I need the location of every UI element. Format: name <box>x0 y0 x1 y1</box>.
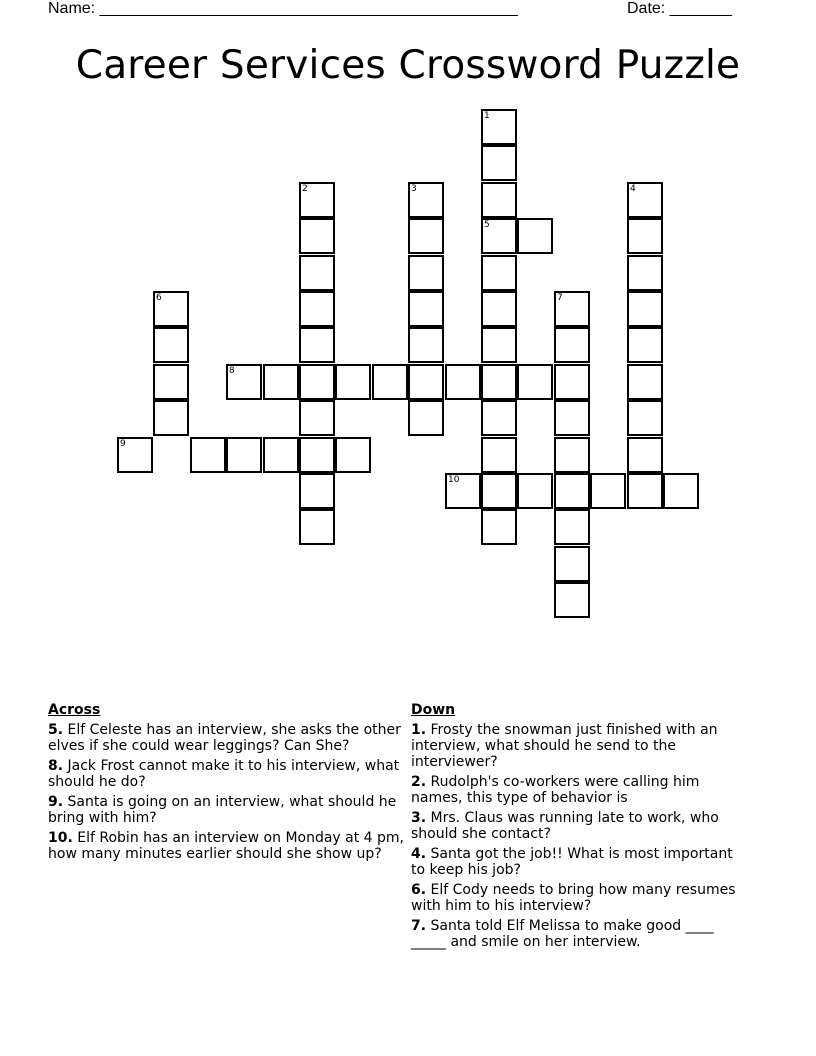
crossword-cell[interactable] <box>554 473 590 509</box>
crossword-cell[interactable] <box>554 582 590 618</box>
crossword-cell[interactable] <box>226 364 262 400</box>
down-clue-4 <box>411 846 751 878</box>
clue-text: Santa is going on an interview, what should he bring with him? <box>48 794 397 826</box>
crossword-cell[interactable] <box>408 218 444 254</box>
clue-number: 6. <box>411 882 427 898</box>
crossword-cell[interactable] <box>663 473 699 509</box>
crossword-cell[interactable] <box>299 218 335 254</box>
crossword-cell[interactable] <box>408 400 444 436</box>
crossword-cell[interactable] <box>554 291 590 327</box>
clue-number: 8. <box>48 758 64 774</box>
across-heading: Across <box>48 702 101 718</box>
crossword-cell[interactable] <box>481 109 517 145</box>
crossword-cell[interactable] <box>627 473 663 509</box>
crossword-cell[interactable] <box>481 182 517 218</box>
crossword-cell[interactable] <box>517 364 553 400</box>
crossword-cell[interactable] <box>335 437 371 473</box>
crossword-cell[interactable] <box>590 473 626 509</box>
crossword-cell[interactable] <box>445 364 481 400</box>
crossword-cell[interactable] <box>517 473 553 509</box>
name-line: Name: _______________________________________________ <box>48 0 518 17</box>
crossword-cell[interactable] <box>408 255 444 291</box>
crossword-cell[interactable] <box>153 364 189 400</box>
crossword-cell[interactable] <box>299 509 335 545</box>
crossword-cell[interactable] <box>554 327 590 363</box>
clue-number: 2. <box>411 774 427 790</box>
crossword-cell[interactable] <box>335 364 371 400</box>
crossword-cell[interactable] <box>226 437 262 473</box>
clue-text: Mrs. Claus was running late to work, who should she contact? <box>411 810 719 842</box>
down-clue-2 <box>411 774 751 806</box>
clue-text: Jack Frost cannot make it to his interview, what should he do? <box>48 758 400 790</box>
crossword-cell[interactable] <box>408 291 444 327</box>
crossword-cell[interactable] <box>554 364 590 400</box>
crossword-cell[interactable] <box>153 291 189 327</box>
crossword-cell[interactable] <box>554 400 590 436</box>
crossword-cell[interactable] <box>372 364 408 400</box>
crossword-cell[interactable] <box>481 291 517 327</box>
crossword-cell[interactable] <box>627 400 663 436</box>
cell-number: 1 <box>484 111 490 121</box>
down-clues <box>411 702 751 954</box>
crossword-cell[interactable] <box>299 255 335 291</box>
crossword-cell[interactable] <box>627 364 663 400</box>
crossword-cell[interactable] <box>481 327 517 363</box>
cell-number: 10 <box>448 475 460 485</box>
clue-text: Santa told Elf Melissa to make good ____ _____ and smile on her interview. <box>411 918 714 950</box>
crossword-cell[interactable] <box>117 437 153 473</box>
crossword-cell[interactable] <box>481 473 517 509</box>
crossword-cell[interactable] <box>299 364 335 400</box>
crossword-cell[interactable] <box>627 182 663 218</box>
crossword-cell[interactable] <box>153 327 189 363</box>
down-clue-6 <box>411 882 751 914</box>
cell-number: 7 <box>557 293 563 303</box>
down-clue-7 <box>411 918 751 950</box>
clue-number: 10. <box>48 830 73 846</box>
clue-number: 9. <box>48 794 64 810</box>
crossword-cell[interactable] <box>263 437 299 473</box>
clue-text: Elf Cody needs to bring how many resumes with him to his interview? <box>411 882 736 914</box>
crossword-cell[interactable] <box>481 255 517 291</box>
crossword-cell[interactable] <box>627 327 663 363</box>
cell-number: 4 <box>630 184 636 194</box>
cell-number: 2 <box>302 184 308 194</box>
across-clue-8 <box>48 758 410 790</box>
clue-text: Frosty the snowman just finished with an interview, what should he send to the interviewer? <box>411 722 718 770</box>
cell-number: 8 <box>229 366 235 376</box>
crossword-cell[interactable] <box>481 364 517 400</box>
crossword-cell[interactable] <box>481 437 517 473</box>
crossword-cell[interactable] <box>554 509 590 545</box>
clue-number: 7. <box>411 918 427 934</box>
clue-text: Elf Celeste has an interview, she asks the other elves if she could wear leggings? Can She? <box>48 722 401 754</box>
clue-number: 5. <box>48 722 64 738</box>
cell-number: 3 <box>411 184 417 194</box>
across-clues <box>48 702 410 866</box>
crossword-cell[interactable] <box>445 473 481 509</box>
across-clue-10 <box>48 830 410 862</box>
across-clue-5 <box>48 722 410 754</box>
crossword-cell[interactable] <box>481 509 517 545</box>
crossword-cell[interactable] <box>299 291 335 327</box>
crossword-cell[interactable] <box>554 546 590 582</box>
page-title: Career Services Crossword Puzzle <box>75 43 741 88</box>
crossword-cell[interactable] <box>153 400 189 436</box>
crossword-cell[interactable] <box>299 437 335 473</box>
crossword-cell[interactable] <box>627 437 663 473</box>
crossword-cell[interactable] <box>299 327 335 363</box>
crossword-cell[interactable] <box>554 437 590 473</box>
crossword-cell[interactable] <box>481 400 517 436</box>
crossword-cell[interactable] <box>627 255 663 291</box>
crossword-cell[interactable] <box>481 218 517 254</box>
crossword-cell[interactable] <box>299 400 335 436</box>
crossword-cell[interactable] <box>408 327 444 363</box>
cell-number: 6 <box>156 293 162 303</box>
clue-number: 4. <box>411 846 427 862</box>
cell-number: 9 <box>120 439 126 449</box>
clue-number: 3. <box>411 810 427 826</box>
down-clue-1 <box>411 722 751 770</box>
clue-number: 1. <box>411 722 427 738</box>
date-line: Date: _______ <box>627 0 732 17</box>
crossword-cell[interactable] <box>299 182 335 218</box>
crossword-cell[interactable] <box>481 145 517 181</box>
crossword-cell[interactable] <box>408 364 444 400</box>
clue-text: Santa got the job!! What is most important to keep his job? <box>411 846 733 878</box>
crossword-cell[interactable] <box>627 291 663 327</box>
crossword-cell[interactable] <box>408 182 444 218</box>
cell-number: 5 <box>484 220 490 230</box>
across-clue-9 <box>48 794 410 826</box>
crossword-cell[interactable] <box>299 473 335 509</box>
crossword-cell[interactable] <box>263 364 299 400</box>
down-clue-3 <box>411 810 751 842</box>
clue-text: Elf Robin has an interview on Monday at 4 pm, how many minutes earlier should she show up? <box>48 830 405 862</box>
crossword-cell[interactable] <box>190 437 226 473</box>
clue-text: Rudolph's co-workers were calling him names, this type of behavior is <box>411 774 700 806</box>
down-heading: Down <box>411 702 456 718</box>
crossword-cell[interactable] <box>517 218 553 254</box>
crossword-cell[interactable] <box>627 218 663 254</box>
